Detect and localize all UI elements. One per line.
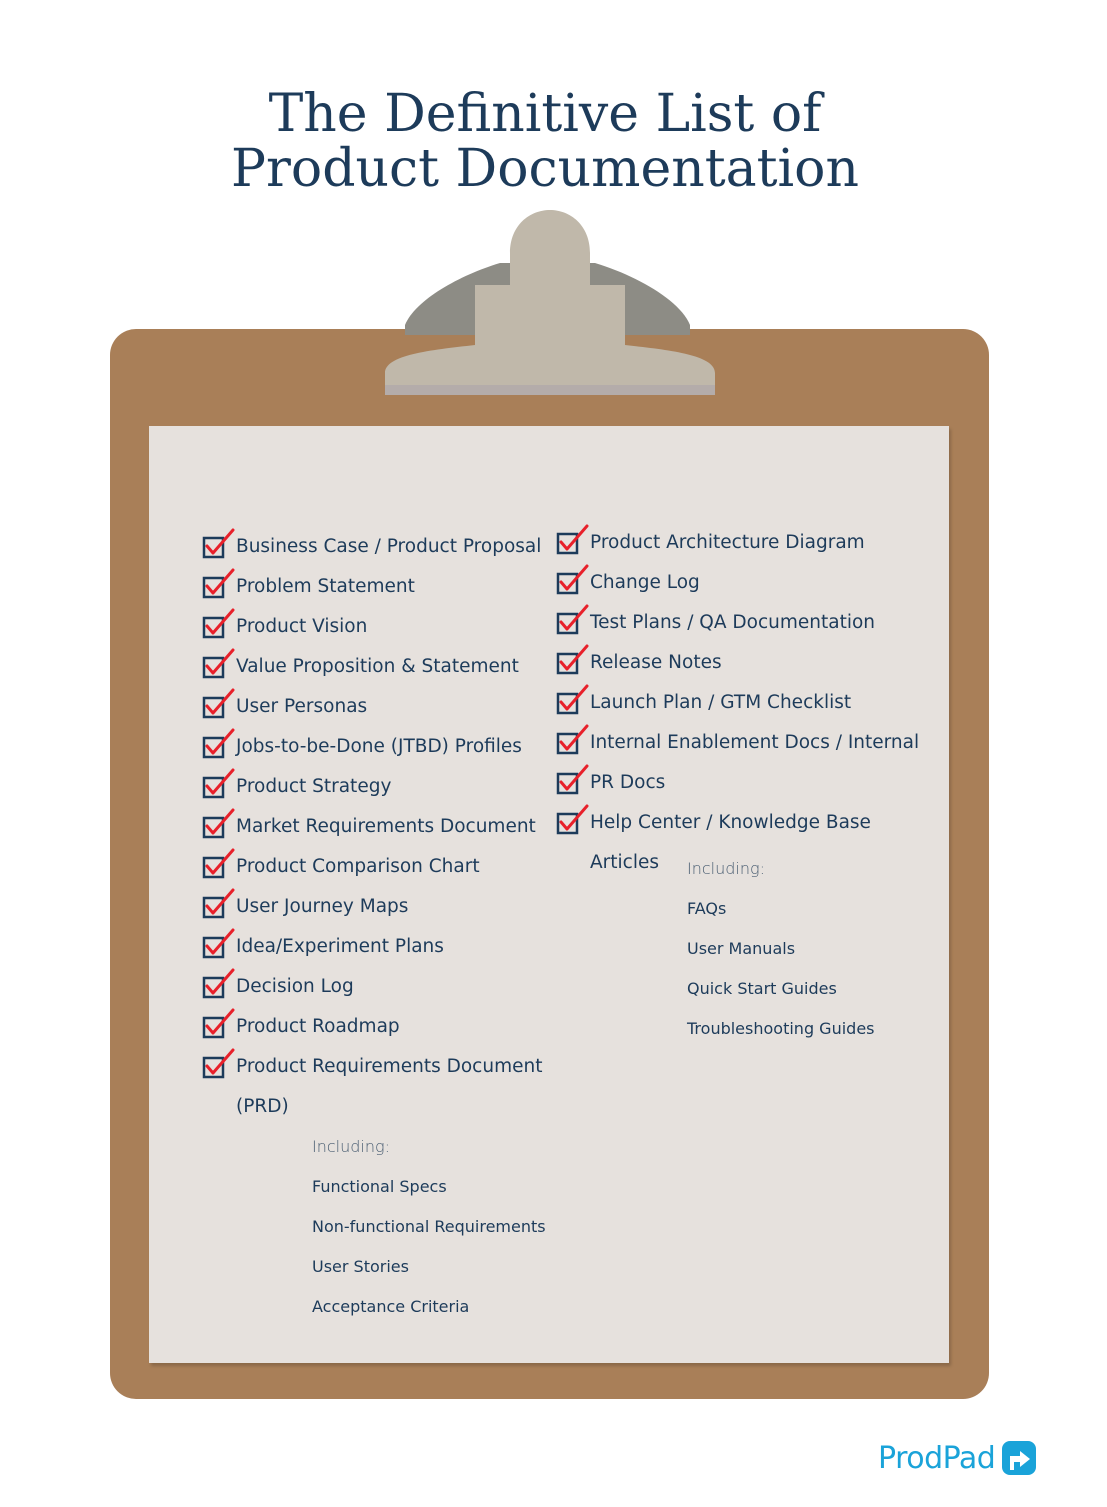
checkbox-checked-icon — [202, 888, 238, 926]
checkbox-checked-icon — [556, 724, 592, 762]
checklist-item-label: Value Proposition & Statement — [236, 656, 519, 677]
sub-list-item: Troubleshooting Guides — [687, 1019, 875, 1038]
sub-list-item: Acceptance Criteria — [312, 1297, 470, 1316]
checkbox-checked-icon — [202, 568, 238, 606]
checkbox-checked-icon — [556, 764, 592, 802]
checklist-item-label: Jobs-to-be-Done (JTBD) Profiles — [236, 736, 522, 757]
checkbox-checked-icon — [202, 808, 238, 846]
checklist-item-label: Test Plans / QA Documentation — [590, 612, 876, 633]
checklist-item-label: Business Case / Product Proposal — [236, 536, 542, 557]
checkbox-checked-icon — [202, 608, 238, 646]
title-line-1: The Definitive List of — [268, 83, 822, 144]
checklist-item-label: Product Requirements Document — [236, 1056, 543, 1077]
sub-list-item: User Manuals — [687, 939, 796, 958]
checklist-item-label: Idea/Experiment Plans — [236, 936, 444, 957]
checkbox-checked-icon — [202, 1048, 238, 1086]
logo-text: ProdPad — [878, 1440, 996, 1476]
sub-list-item: Non-functional Requirements — [312, 1217, 546, 1236]
checkbox-checked-icon — [556, 564, 592, 602]
checklist-item-label: Release Notes — [590, 652, 722, 673]
checklist-item-label: Product Roadmap — [236, 1016, 400, 1037]
checkbox-checked-icon — [556, 644, 592, 682]
checklist-item-label: Product Strategy — [236, 776, 392, 797]
checkbox-checked-icon — [202, 728, 238, 766]
checklist-item-continuation: Articles — [590, 852, 659, 873]
checkbox-checked-icon — [202, 528, 238, 566]
paper-sheet — [149, 426, 949, 1363]
checkbox-checked-icon — [202, 968, 238, 1006]
checklist-item-label: Launch Plan / GTM Checklist — [590, 692, 852, 713]
prodpad-logo-icon — [1001, 1439, 1039, 1477]
title-line-2: Product Documentation — [231, 138, 859, 199]
checklist-item-label: Help Center / Knowledge Base — [590, 812, 871, 833]
checklist-item-continuation: (PRD) — [236, 1096, 289, 1117]
checkbox-checked-icon — [202, 928, 238, 966]
page-title — [0, 83, 1090, 199]
checklist-item-label: Market Requirements Document — [236, 816, 536, 837]
checklist-item-label: Internal Enablement Docs / Internal — [590, 732, 920, 753]
checklist-item-label: Product Comparison Chart — [236, 856, 480, 877]
checkbox-checked-icon — [556, 684, 592, 722]
checklist-item-label: User Personas — [236, 696, 368, 717]
clipboard-clip — [380, 205, 720, 400]
prodpad-logo — [878, 1436, 1039, 1480]
checklist-item-label: Product Vision — [236, 616, 368, 637]
checklist-item-label: Problem Statement — [236, 576, 415, 597]
checkbox-checked-icon — [556, 524, 592, 562]
checklist-item-label: PR Docs — [590, 772, 666, 793]
sub-list-item: Functional Specs — [312, 1177, 447, 1196]
sub-list-item: User Stories — [312, 1257, 409, 1276]
checklist-item-label: User Journey Maps — [236, 896, 409, 917]
checklist-item-label: Decision Log — [236, 976, 354, 997]
checklist-item-label: Product Architecture Diagram — [590, 532, 865, 553]
checkbox-checked-icon — [202, 768, 238, 806]
checkbox-checked-icon — [202, 648, 238, 686]
sub-list-item: FAQs — [687, 899, 727, 918]
checkbox-checked-icon — [202, 1008, 238, 1046]
checkbox-checked-icon — [556, 604, 592, 642]
checkbox-checked-icon — [202, 688, 238, 726]
sub-list-item: Quick Start Guides — [687, 979, 837, 998]
checkbox-checked-icon — [202, 848, 238, 886]
sub-list-heading: Including: — [687, 859, 765, 878]
sub-list-heading: Including: — [312, 1137, 390, 1156]
checkbox-checked-icon — [556, 804, 592, 842]
checklist-item-label: Change Log — [590, 572, 700, 593]
